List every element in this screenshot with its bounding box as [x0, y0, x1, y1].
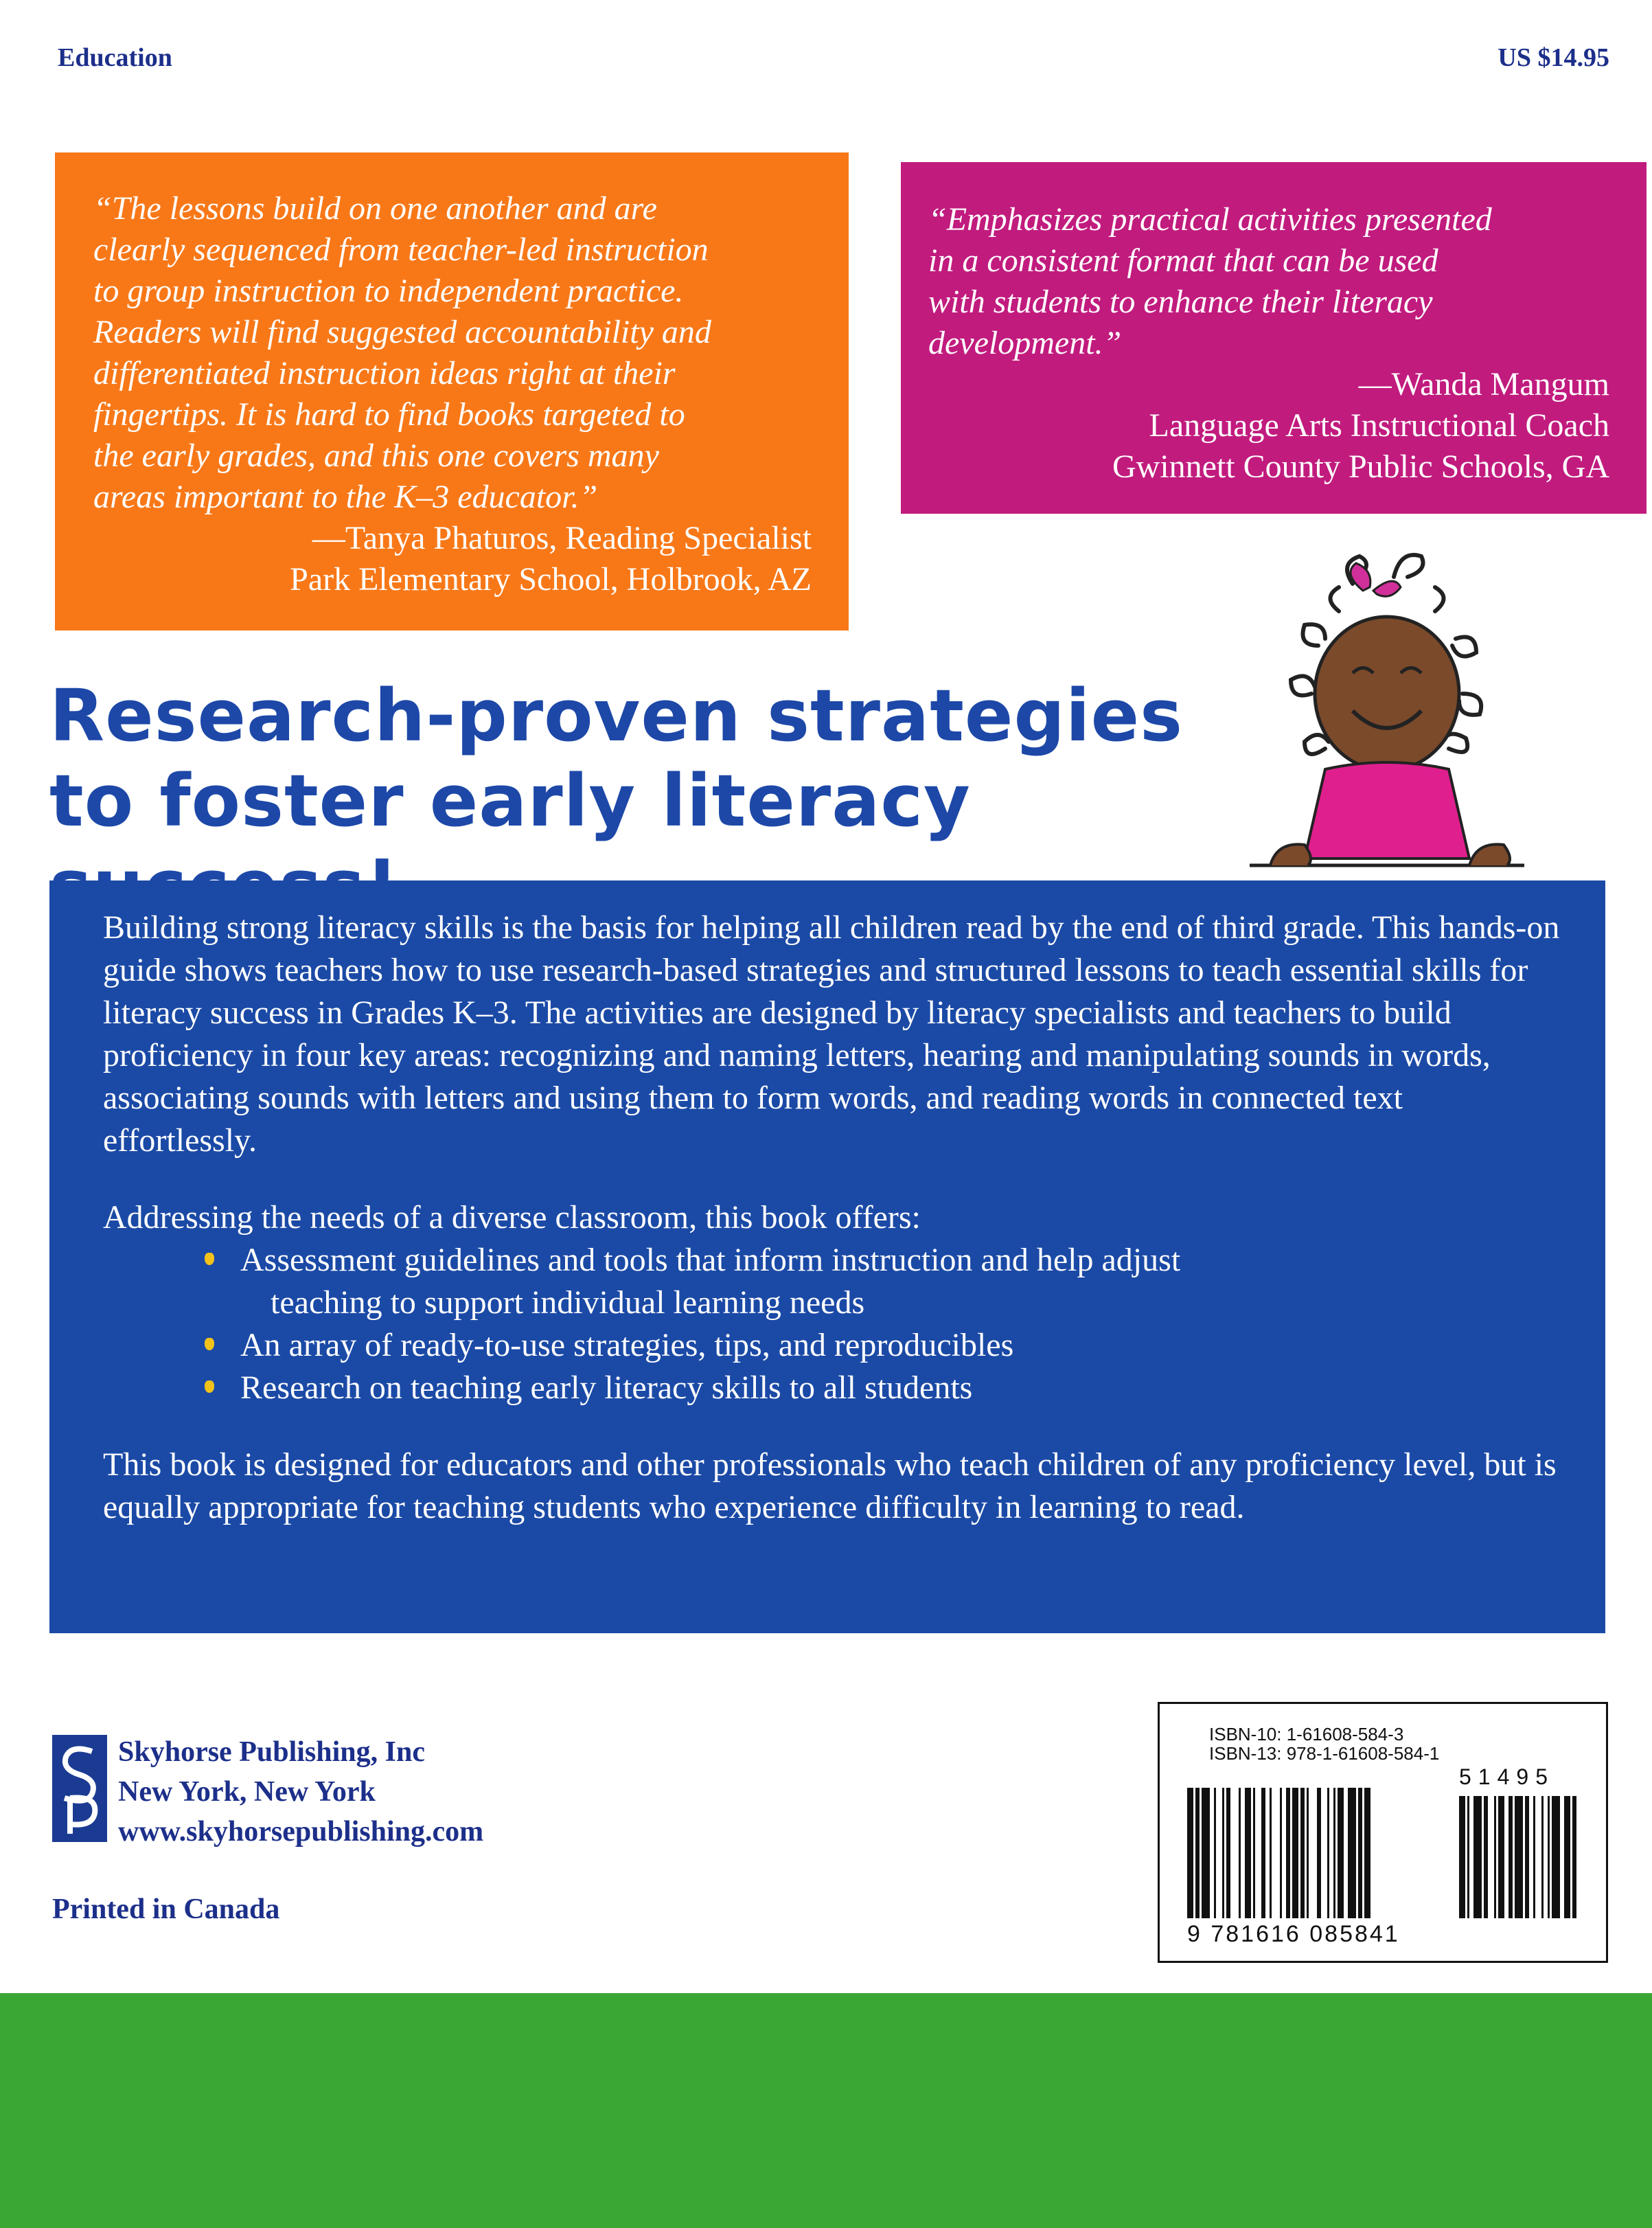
publisher-location: New York, New York [118, 1776, 376, 1808]
sp-monogram-logo-icon [52, 1735, 107, 1842]
intro-paragraph: Building strong literacy skills is the basis for helping all children read by the end of third grade. This hands-on guide shows teachers how to use research-based strategies and structured lessons to teach essential skills for literacy success in Grades K–3. The activities are designed by literacy specialists and teachers to build proficiency in four key areas: recognizing and naming letters, hearing and manipulating sounds in words, associating sounds with letters and using them to form words, and reading words in connected text effortlessly. [103, 909, 1560, 1159]
barcode-box [1158, 1702, 1608, 1963]
offer-item: Assessment guidelines and tools that inform instruction and help adjust teaching to support individual learning needs [103, 1239, 1563, 1324]
publisher-website[interactable]: www.skyhorsepublishing.com [118, 1816, 484, 1848]
quote-box-right [901, 162, 1647, 514]
offers-lead: Addressing the needs of a diverse classroom, this book offers: [103, 1199, 921, 1236]
isbn13-label: ISBN-13: 978-1-61608-584-1 [1209, 1743, 1440, 1764]
offer-item: Research on teaching early literacy skills to all students [103, 1367, 1563, 1409]
publisher-name: Skyhorse Publishing, Inc [118, 1736, 425, 1768]
offers-list [103, 1239, 1563, 1409]
quote-text-left: “The lessons build on one another and are clearly sequenced from teacher-led instruction to group instruction to independent practice. Readers will find suggested accountability and differentiated instruction ideas right at their fingertips. It is hard to find books targeted to the early grades, and this one covers many areas important to the K–3 educator.” [93, 190, 711, 515]
ean-digits: 9 781616 085841 [1187, 1921, 1400, 1947]
isbn10-label: ISBN-10: 1-61608-584-3 [1209, 1724, 1404, 1744]
description-box [49, 880, 1605, 1633]
closing-paragraph: This book is designed for educators and other professionals who teach children of any proficiency level, but is equally appropriate for teaching students who experience difficulty in learning to read. [103, 1446, 1557, 1525]
category-label: Education [58, 43, 172, 72]
headline: Research-proven strategies to foster early literacy [49, 674, 1183, 843]
hair-bow-icon [1351, 563, 1401, 596]
offer-item: An array of ready-to-use strategies, tips, and reproducibles [103, 1324, 1563, 1367]
bullet-icon [205, 1253, 214, 1265]
bullet-icon [205, 1380, 214, 1393]
bullet-icon [205, 1338, 214, 1350]
barcode-icon [1187, 1788, 1585, 1922]
quote-text-right: “Emphasizes practical activities presented in a consistent format that can be used with students to enhance their literacy development.” [928, 201, 1492, 361]
quote-attribution-right: —Wanda Mangum Language Arts Instructional Coach Gwinnett County Public Schools, GA [1112, 366, 1609, 485]
girl-illustration [1250, 543, 1524, 886]
price-code: 51495 [1459, 1764, 1555, 1789]
printed-in-label: Printed in Canada [52, 1894, 280, 1925]
quote-box-left [55, 152, 849, 630]
publisher-info [118, 1732, 483, 1852]
quote-attribution-left: —Tanya Phaturos, Reading Specialist Park Elementary School, Holbrook, AZ [290, 520, 812, 598]
price-label: US $14.95 [1498, 43, 1609, 72]
green-band [0, 1993, 1652, 2228]
